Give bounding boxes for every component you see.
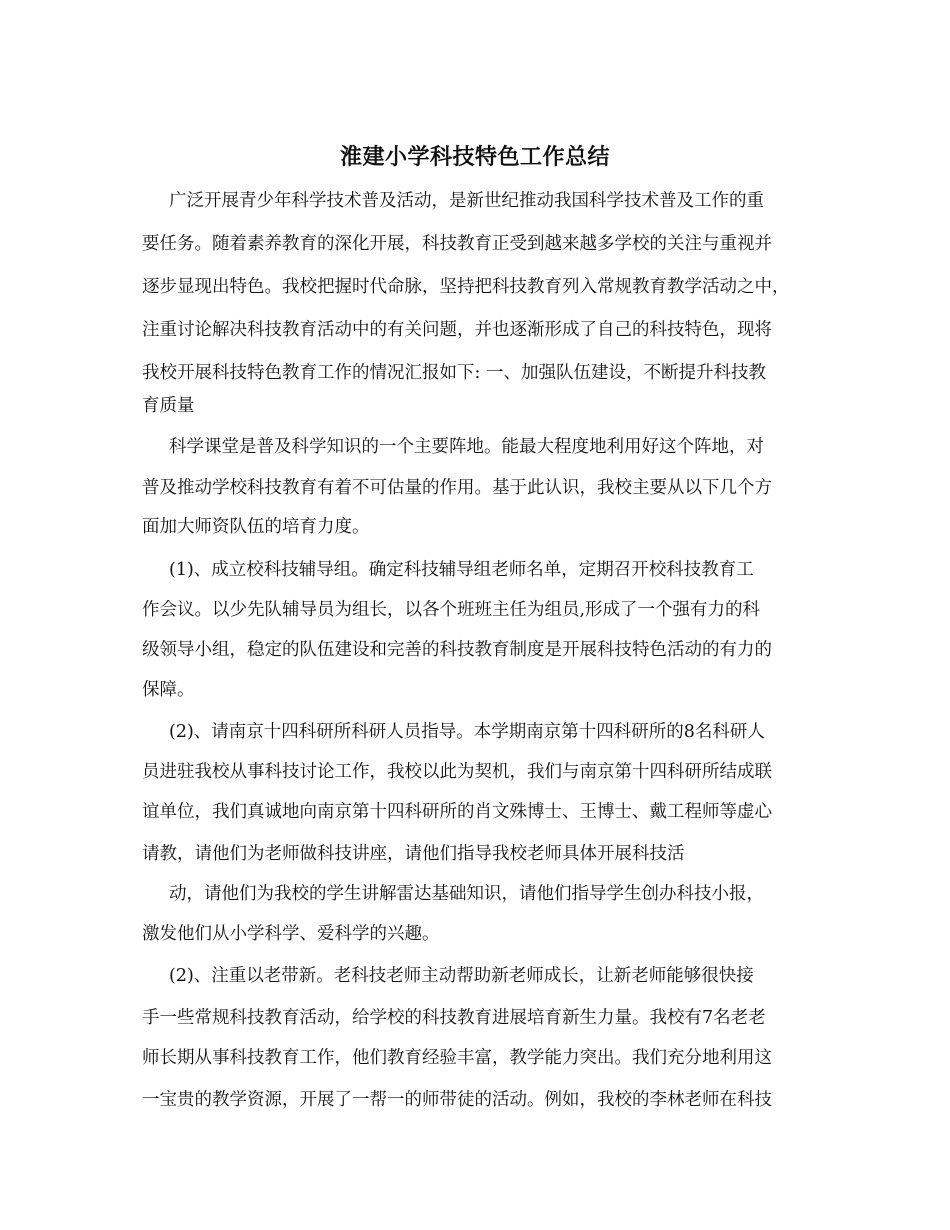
paragraph-line: 普及推动学校科技教育有着不可估量的作用。基于此认识，我校主要从以下几个方 [142,478,772,498]
document-title: 淮建小学科技特色工作总结 [339,144,610,170]
paragraph-line: 手一些常规科技教育活动，给学校的科技教育进展培育新生力量。我校有7名老老 [142,1008,766,1028]
paragraph-line: 保障。 [142,680,195,700]
paragraph-line: (2)、请南京十四科研所科研人员指导。本学期南京第十四科研所的8名科研人 [169,722,765,742]
paragraph-line: 科学课堂是普及科学知识的一个主要阵地。能最大程度地利用好这个阵地，对 [169,437,764,457]
paragraph-line: (1)、成立校科技辅导组。确定科技辅导组老师名单，定期召开校科技教育工 [169,560,754,580]
paragraph-line: 育质量 [142,396,195,416]
paragraph-line: 师长期从事科技教育工作，他们教育经验丰富，教学能力突出。我们充分地利用这 [142,1048,772,1068]
paragraph-line: 我校开展科技特色教育工作的情况汇报如下: 一、加强队伍建设，不断提升科技教 [142,363,766,383]
paragraph-line: (2)、注重以老带新。老科技老师主动帮助新老师成长，让新老师能够很快接 [169,966,754,986]
paragraph-line: 一宝贵的教学资源，开展了一帮一的师带徒的活动。例如，我校的李林老师在科技 [142,1090,772,1110]
paragraph-line: 激发他们从小学科学、爱科学的兴趣。 [142,924,440,944]
paragraph-line: 要任务。随着素养教育的深化开展，科技教育正受到越来越多学校的关注与重视并 [142,234,772,254]
paragraph-line: 员进驻我校从事科技讨论工作，我校以此为契机，我们与南京第十四科研所结成联 [142,762,772,782]
paragraph-line: 广泛开展青少年科学技术普及活动，是新世纪推动我国科学技术普及工作的重 [169,191,764,211]
paragraph-line: 注重讨论解决科技教育活动中的有关问题，并也逐渐形成了自己的科技特色，现将 [142,320,772,340]
paragraph-line: 级领导小组，稳定的队伍建设和完善的科技教育制度是开展科技特色活动的有力的 [142,640,772,660]
paragraph-line: 动，请他们为我校的学生讲解雷达基础知识，请他们指导学生创办科技小报， [169,884,764,904]
paragraph-line: 谊单位，我们真诚地向南京第十四科研所的肖文殊博士、王博士、戴工程师等虚心 [142,802,772,822]
paragraph-line: 作会议。以少先队辅导员为组长，以各个班班主任为组员,形成了一个强有力的科 [142,600,761,620]
paragraph-line: 请教，请他们为老师做科技讲座，请他们指导我校老师具体开展科技活 [142,844,685,864]
paragraph-line: 逐步显现出特色。我校把握时代命脉，坚持把科技教育列入常规教育教学活动之中， [142,277,790,297]
paragraph-line: 面加大师资队伍的培育力度。 [142,517,370,537]
